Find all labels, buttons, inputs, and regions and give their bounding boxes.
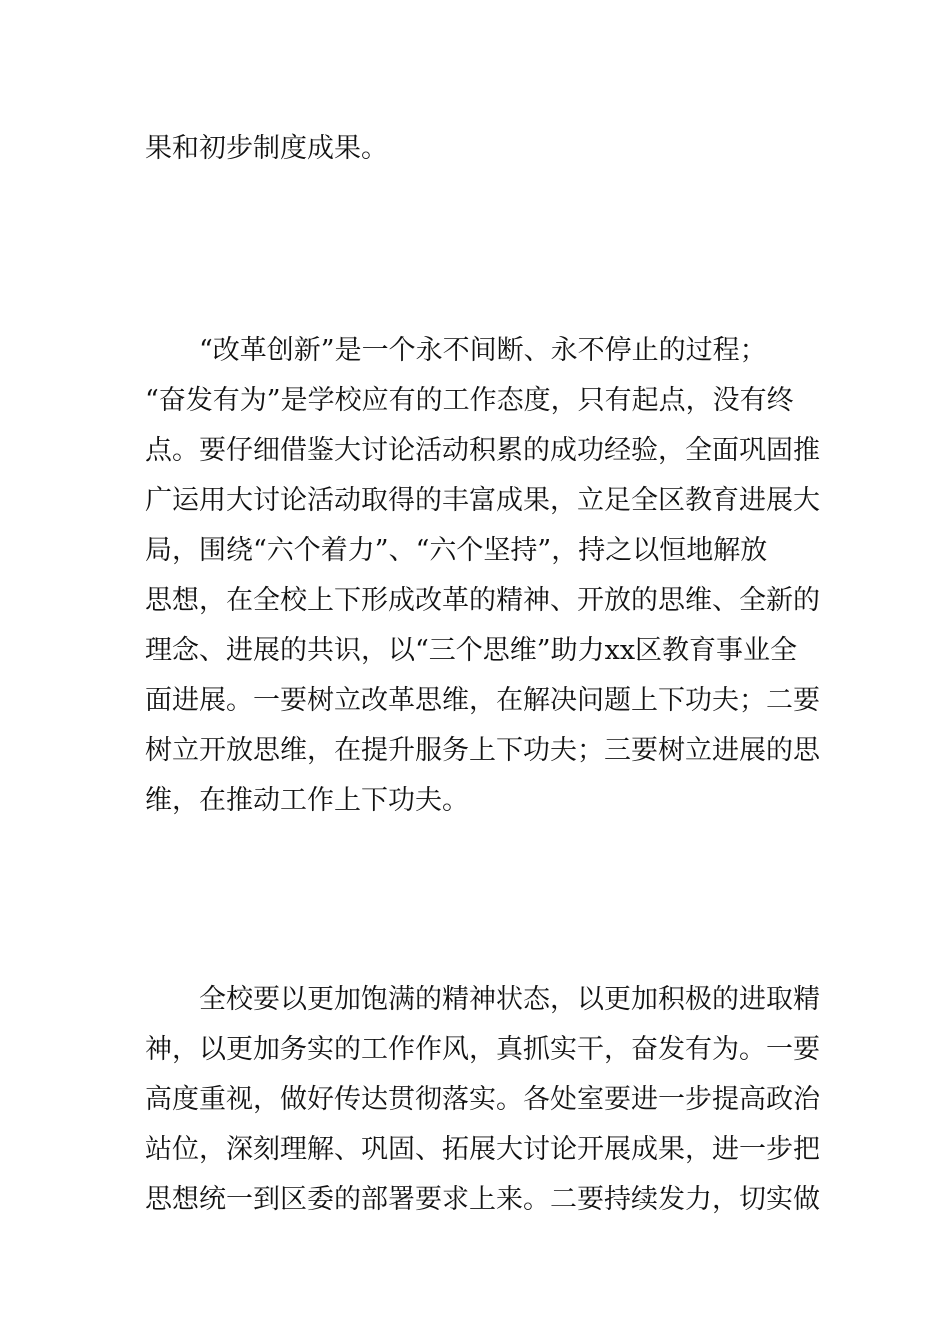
text-line: 面进展。一要树立改革思维，在解决问题上下功夫；二要 [145,685,820,716]
text-line: 点。要仔细借鉴大讨论活动积累的成功经验，全面巩固推 [145,435,820,466]
text-line: 思想统一到区委的部署要求上来。二要持续发力，切实做 [145,1184,820,1215]
text-line: 神，以更加务实的工作作风，真抓实干，奋发有为。一要 [145,1034,820,1065]
text-line: 思想，在全校上下形成改革的精神、开放的思维、全新的 [145,585,820,616]
text-line: 全校要以更加饱满的精神状态，以更加积极的进取精 [199,984,820,1015]
text-line: 高度重视，做好传达贯彻落实。各处室要进一步提高政治 [145,1084,820,1115]
text-line: 维，在推动工作上下功夫。 [145,785,469,816]
text-line: 理念、进展的共识，以“三个思维”助力xx区教育事业全 [145,635,798,666]
text-line: 果和初步制度成果。 [145,133,388,164]
text-line: 广运用大讨论活动取得的丰富成果，立足全区教育进展大 [145,485,820,516]
text-line: “改革创新”是一个永不间断、永不停止的过程； [199,335,767,366]
text-line: 局，围绕“六个着力”、“六个坚持”，持之以恒地解放 [145,535,768,566]
text-line: 站位，深刻理解、巩固、拓展大讨论开展成果，进一步把 [145,1134,820,1165]
text-line: 树立开放思维，在提升服务上下功夫；三要树立进展的思 [145,735,820,766]
text-line: “奋发有为”是学校应有的工作态度，只有起点，没有终 [145,385,794,416]
